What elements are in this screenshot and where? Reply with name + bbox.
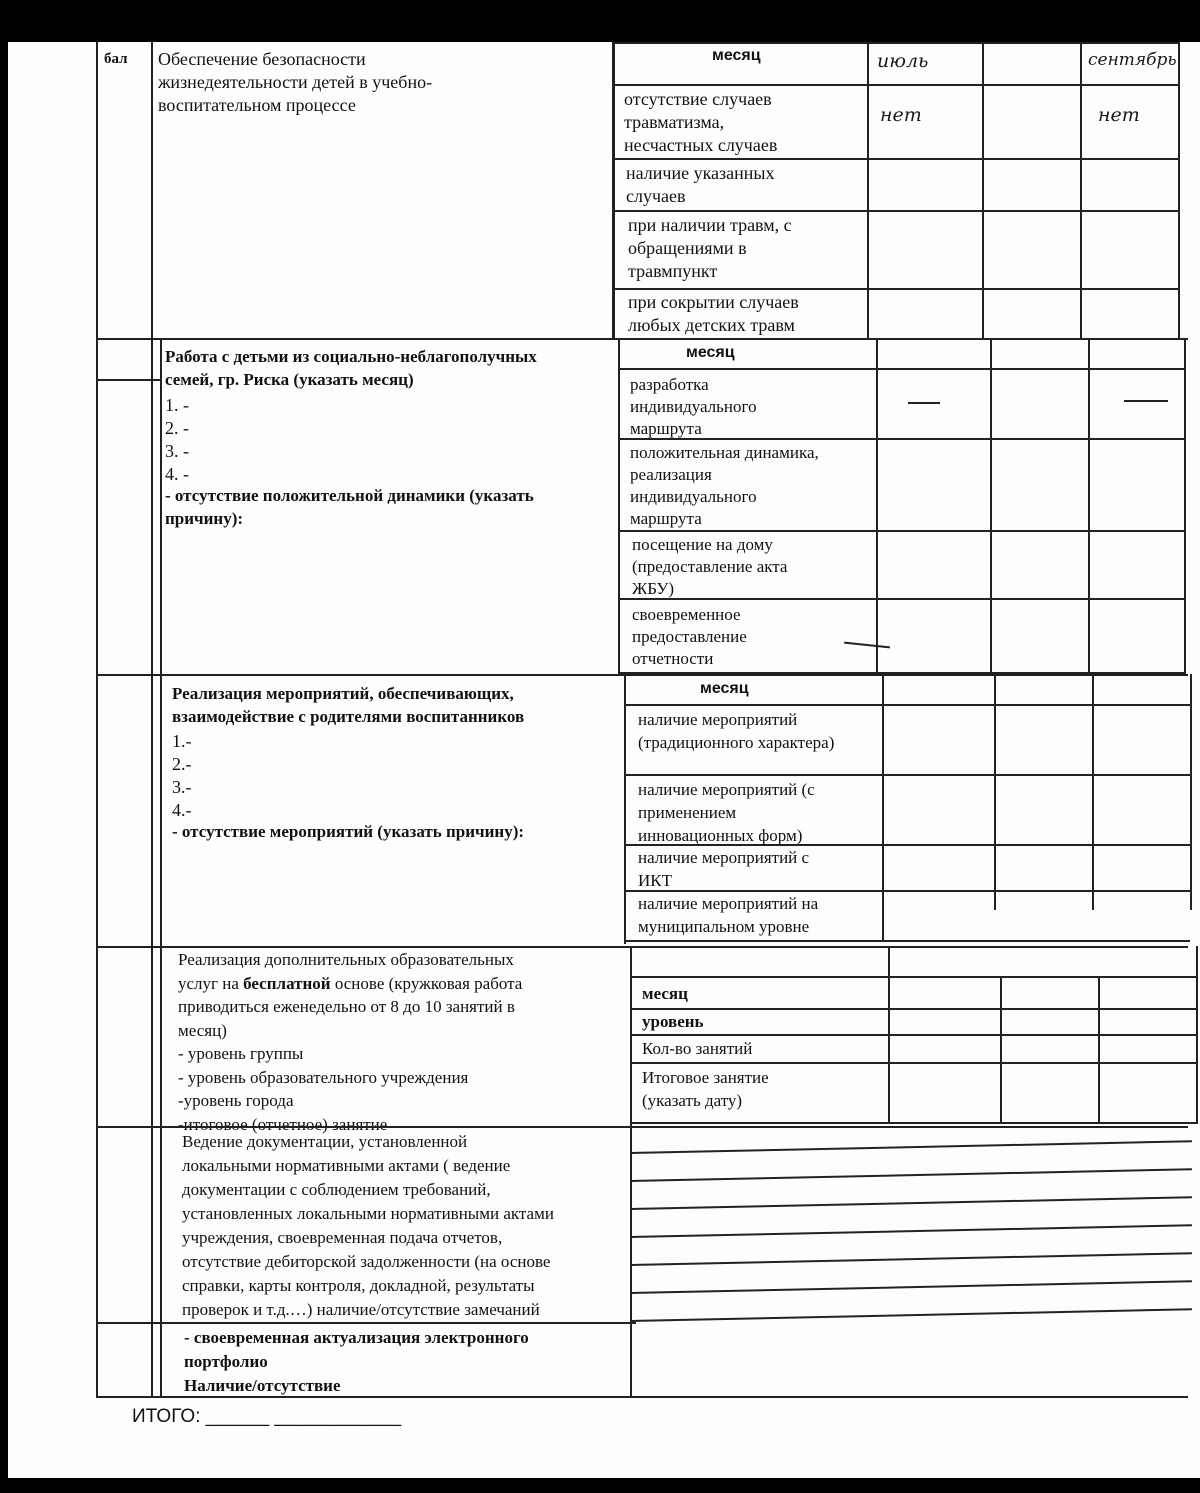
cell-border [867, 42, 869, 338]
cell-border [612, 42, 614, 338]
documentation-answer-lines [632, 1126, 1192, 1322]
answer-line[interactable] [632, 1224, 1192, 1238]
cell-border [624, 774, 1190, 776]
criterion-label: отсутствие случаев травматизма, несчастных случаев [624, 89, 778, 155]
cell-border [612, 288, 1180, 290]
criterion-label: наличие мероприятий (традиционного характера) [638, 710, 835, 752]
title-emphasis: бесплатной [243, 973, 331, 993]
cell-border [624, 674, 626, 944]
title-text: Реализация дополнительных образовательных услуг на [178, 950, 514, 993]
cell-border [1092, 674, 1094, 910]
row-label-month: месяц [642, 984, 688, 1003]
criterion-label: наличие мероприятий на муниципальном уровне [638, 894, 819, 936]
cell-border [630, 1008, 1196, 1010]
answer-line[interactable] [632, 1196, 1192, 1210]
criterion-label: при сокрытии случаев любых детских травм [628, 292, 799, 335]
row-label-lessons-count: Кол-во занятий [642, 1039, 753, 1058]
left-cell-divider [96, 379, 160, 381]
criterion-label: посещение на дому (предоставление акта ЖБУ) [632, 535, 788, 598]
answer-line[interactable] [632, 1168, 1192, 1182]
cell-border [618, 368, 1186, 370]
criterion-label: разработка индивидуального маршрута [630, 375, 757, 438]
cell-border [618, 338, 620, 674]
cell-border [612, 42, 1180, 44]
total-value-field[interactable]: ______ ____________ [205, 1406, 402, 1427]
section-note: - отсутствие положительной динамики (указать причину): [165, 486, 534, 528]
cell-border [1178, 42, 1180, 338]
list-item: 4.- [172, 800, 192, 820]
cell-border [990, 338, 992, 674]
row-label-level: уровень [642, 1012, 704, 1031]
cell-border [982, 42, 984, 338]
answer-line[interactable] [632, 1308, 1192, 1322]
criterion-label: наличие мероприятий с ИКТ [638, 848, 810, 890]
section-title-portfolio: - своевременная актуализация электронного портфолио Наличие/отсутствие [184, 1328, 529, 1395]
title-text: основе (кружковая работа приводиться еженедельно от 8 до 10 занятий в месяц) - уровень группы - уровень образовательного учреждения -уровень города -итоговое (отчетное) занятие [178, 973, 523, 1134]
list-item: 4. - [165, 464, 189, 484]
section-title-documentation: Ведение документации, установленной локальными нормативными актами ( ведение документации с соблюдением требований, установленных локальными нормативными актами учреждения, своевременная подача отчетов, отсутствие дебиторской задолженности (на основе справки, карты контроля, докладной, результаты проверок и т.д.…) наличие/отсутствие замечаний [182, 1132, 554, 1319]
table-left-border [96, 42, 98, 1398]
list-item: 1.- [172, 731, 192, 751]
document-page [8, 42, 1200, 1478]
list-item: 2. - [165, 418, 189, 438]
cell-border [630, 946, 632, 1126]
cell-border [618, 530, 1186, 532]
criterion-value-dash[interactable] [908, 402, 940, 404]
cell-border [630, 1122, 1196, 1124]
cell-border [624, 940, 1190, 942]
month-value[interactable]: июль [877, 50, 929, 72]
section-title-extra-services [178, 948, 522, 1136]
row-label-final-lesson: Итоговое занятие (указать дату) [642, 1068, 769, 1110]
list-item: 1. - [165, 395, 189, 415]
cell-border [612, 84, 1180, 86]
criterion-value-dash[interactable] [1124, 400, 1168, 402]
safety-criteria-table [612, 42, 1188, 338]
criterion-label: наличие указанных случаев [626, 163, 775, 206]
row-label-score: бал [104, 51, 128, 67]
column-divider [151, 42, 153, 1398]
extra-services-table [630, 946, 1196, 1126]
month-header: месяц [712, 47, 761, 64]
cell-border [630, 1062, 1196, 1064]
cell-border [882, 674, 884, 942]
list-item: 3.- [172, 777, 192, 797]
criterion-value-dash[interactable] [844, 642, 890, 649]
criterion-value[interactable]: нет [1098, 104, 1140, 126]
total-row [132, 1406, 401, 1428]
month-header: месяц [700, 680, 749, 697]
answer-line[interactable] [632, 1140, 1192, 1154]
column-divider [160, 338, 162, 1398]
table-bottom-border [96, 1396, 1188, 1398]
cell-border [1098, 976, 1100, 1124]
cell-border [630, 976, 1196, 978]
section-title-risk-families: Работа с детьми из социально-неблагополучных семей, гр. Риска (указать месяц) [165, 347, 537, 389]
cell-border [994, 674, 996, 910]
total-label: ИТОГО: [132, 1406, 201, 1427]
cell-border [624, 704, 1190, 706]
month-value[interactable]: сентябрь [1088, 50, 1177, 70]
cell-border [630, 1034, 1196, 1036]
risk-criteria-table [618, 338, 1192, 674]
cell-border [612, 158, 1180, 160]
cell-border [1088, 338, 1090, 674]
cell-border [1196, 946, 1198, 1124]
cell-border [1080, 42, 1082, 338]
criterion-label: наличие мероприятий (с применением инновационных форм) [638, 780, 815, 845]
month-header: месяц [686, 344, 735, 361]
criterion-value[interactable]: нет [880, 104, 922, 126]
criterion-label: при наличии травм, с обращениями в травмпункт [628, 215, 792, 281]
answer-line[interactable] [632, 1280, 1192, 1294]
criterion-label: положительная динамика, реализация индивидуального маршрута [630, 443, 819, 528]
section-title-safety: Обеспечение безопасности жизнедеятельности детей в учебно- воспитательном процессе [158, 49, 433, 115]
section-note: - отсутствие мероприятий (указать причину): [172, 822, 525, 841]
criterion-label: своевременное предоставление отчетности [632, 605, 747, 668]
parents-criteria-table [624, 674, 1194, 944]
list-item: 3. - [165, 441, 189, 461]
cell-border [1000, 976, 1002, 1124]
section-divider [96, 1322, 636, 1324]
answer-line[interactable] [632, 1252, 1192, 1266]
list-item: 2.- [172, 754, 192, 774]
section-title-parents: Реализация мероприятий, обеспечивающих, взаимодействие с родителями воспитанников [172, 684, 525, 726]
cell-border [1184, 338, 1186, 674]
cell-border [876, 338, 878, 674]
cell-border [1190, 674, 1192, 910]
cell-border [612, 210, 1180, 212]
